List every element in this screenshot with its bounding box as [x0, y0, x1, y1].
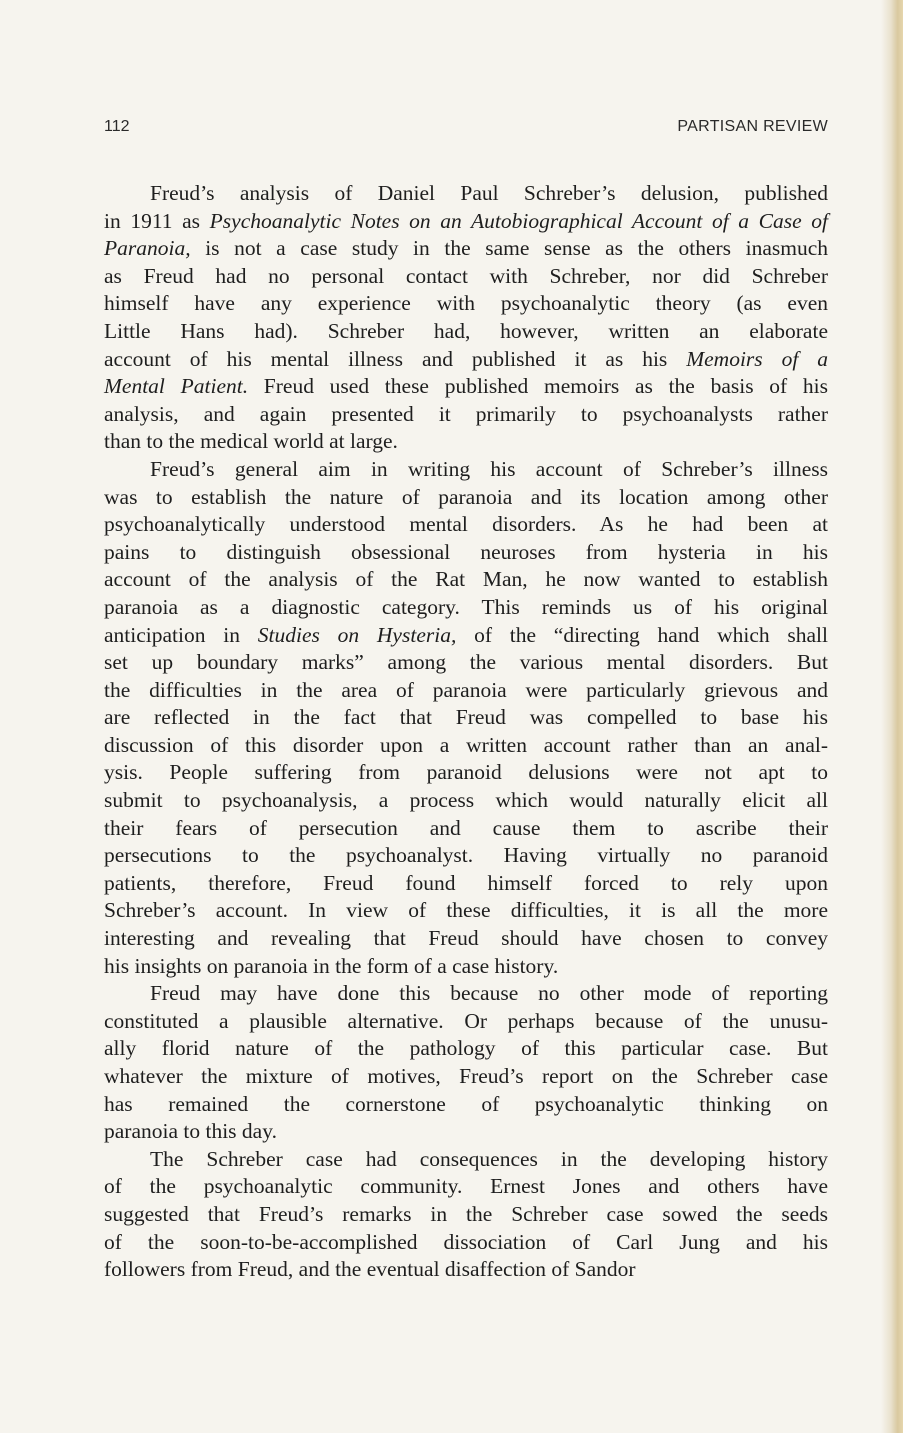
text-run: interesting and revealing that Freud should have chosen to convey [104, 926, 828, 951]
paragraph [104, 980, 828, 1146]
text-run: The Schreber case had consequences in the developing history [150, 1146, 828, 1171]
text-line [104, 373, 828, 401]
text-line [104, 428, 828, 456]
text-line [104, 787, 828, 815]
text-line [104, 1091, 828, 1119]
text-run: has remained the cornerstone of psychoanalytic thinking on [104, 1091, 828, 1116]
text-run: Schreber’s account. In view of these difficulties, it is all the more [104, 898, 828, 923]
text-line [104, 925, 828, 953]
text-run: the difficulties in the area of paranoia were particularly grievous and [104, 677, 828, 702]
text-line [104, 1063, 828, 1091]
text-run: analysis, and again presented it primarily to psychoanalysts rather [104, 401, 828, 426]
text-run: than to the medical world at large. [104, 429, 398, 454]
text-run: pains to distinguish obsessional neuroses from hysteria in his [104, 539, 828, 564]
text-run: is not a case study in the same sense as the others inasmuch [190, 236, 828, 261]
text-line [104, 566, 828, 594]
text-run: their fears of persecution and cause them to ascribe their [104, 815, 828, 840]
text-line [104, 290, 828, 318]
text-run: submit to psychoanalysis, a process which would naturally elicit all [104, 788, 828, 813]
text-run: account of his mental illness and published it as his [104, 346, 687, 371]
text-line [104, 897, 828, 925]
text-line [104, 649, 828, 677]
text-line [104, 318, 828, 346]
text-line [104, 1008, 828, 1036]
italic-title: Mental Patient. [104, 374, 249, 399]
paragraph [104, 1146, 828, 1284]
text-line [104, 732, 828, 760]
text-run: Freud used these published memoirs as the basis of his [248, 374, 828, 399]
running-header [104, 118, 828, 142]
text-line [104, 1173, 828, 1201]
text-run: suggested that Freud’s remarks in the Schreber case sowed the seeds [104, 1201, 828, 1226]
journal-title: PARTISAN REVIEW [677, 118, 828, 135]
text-line [104, 1229, 828, 1257]
text-run: his insights on paranoia in the form of a case history. [104, 953, 559, 978]
text-run: himself have any experience with psychoanalytic theory (as even [104, 291, 828, 316]
text-run: of the psychoanalytic community. Ernest Jones and others have [104, 1174, 828, 1199]
text-run: anticipation in [104, 622, 258, 647]
text-run: Little Hans had). Schreber had, however, written an elaborate [104, 318, 828, 343]
text-line [104, 1256, 828, 1284]
text-line [104, 263, 828, 291]
text-line [104, 346, 828, 374]
text-line [104, 1118, 828, 1146]
text-run: in 1911 as [104, 208, 210, 233]
text-line [104, 484, 828, 512]
text-run: of the soon-to-be-accomplished dissociation of Carl Jung and his [104, 1229, 828, 1254]
text-run: set up boundary marks” among the various mental disorders. But [104, 650, 828, 675]
text-line [104, 953, 828, 981]
article-body [104, 180, 828, 1284]
text-run: whatever the mixture of motives, Freud’s report on the Schreber case [104, 1064, 828, 1088]
text-line [104, 815, 828, 843]
text-line [104, 677, 828, 705]
text-run: of the “directing hand which shall [456, 622, 829, 647]
text-line [104, 622, 828, 650]
text-line [104, 511, 828, 539]
text-line [104, 208, 828, 236]
text-run: psychoanalytically understood mental disorders. As he had been at [104, 512, 828, 537]
italic-title: Studies on Hysteria, [257, 622, 457, 647]
italic-title: Paranoia, [104, 236, 191, 261]
text-line [104, 704, 828, 732]
text-line [104, 759, 828, 787]
text-run: paranoia to this day. [104, 1119, 277, 1144]
page-edge-shadow [881, 0, 903, 1433]
text-line [104, 539, 828, 567]
paragraph [104, 180, 828, 456]
text-run: ysis. People suffering from paranoid delusions were not apt to [104, 760, 828, 785]
text-run: ally florid nature of the pathology of this particular case. But [104, 1036, 828, 1061]
text-run: patients, therefore, Freud found himself forced to rely upon [104, 870, 828, 895]
text-run: Freud’s general aim in writing his account of Schreber’s illness [150, 456, 828, 481]
text-run: constituted a plausible alternative. Or perhaps because of the unusu- [104, 1008, 828, 1033]
text-line [104, 235, 828, 263]
text-line [104, 870, 828, 898]
text-line [104, 401, 828, 429]
text-run: discussion of this disorder upon a written account rather than an anal- [104, 732, 828, 757]
text-line [104, 1201, 828, 1229]
text-run: are reflected in the fact that Freud was compelled to base his [104, 705, 828, 730]
text-run: as Freud had no personal contact with Schreber, nor did Schreber [104, 263, 828, 288]
text-line [104, 594, 828, 622]
text-line [104, 180, 828, 208]
text-run: account of the analysis of the Rat Man, he now wanted to establish [104, 567, 828, 592]
italic-title: Psychoanalytic Notes on an Autobiographical Account of a Case of [209, 208, 828, 233]
text-run: Freud’s analysis of Daniel Paul Schreber’s delusion, published [150, 181, 828, 205]
italic-title: Memoirs of a [686, 346, 828, 371]
text-run: persecutions to the psychoanalyst. Having virtually no paranoid [104, 843, 828, 868]
paragraph [104, 456, 828, 980]
text-line [104, 1035, 828, 1063]
text-line [104, 456, 828, 484]
text-run: paranoia as a diagnostic category. This reminds us of his original [104, 594, 828, 619]
text-run: Freud may have done this because no other mode of reporting [150, 981, 828, 1006]
page-number: 112 [104, 118, 130, 135]
text-line [104, 980, 828, 1008]
text-line [104, 842, 828, 870]
text-run: followers from Freud, and the eventual disaffection of Sandor [104, 1257, 636, 1282]
text-line [104, 1146, 828, 1174]
text-run: was to establish the nature of paranoia and its location among other [104, 484, 828, 509]
